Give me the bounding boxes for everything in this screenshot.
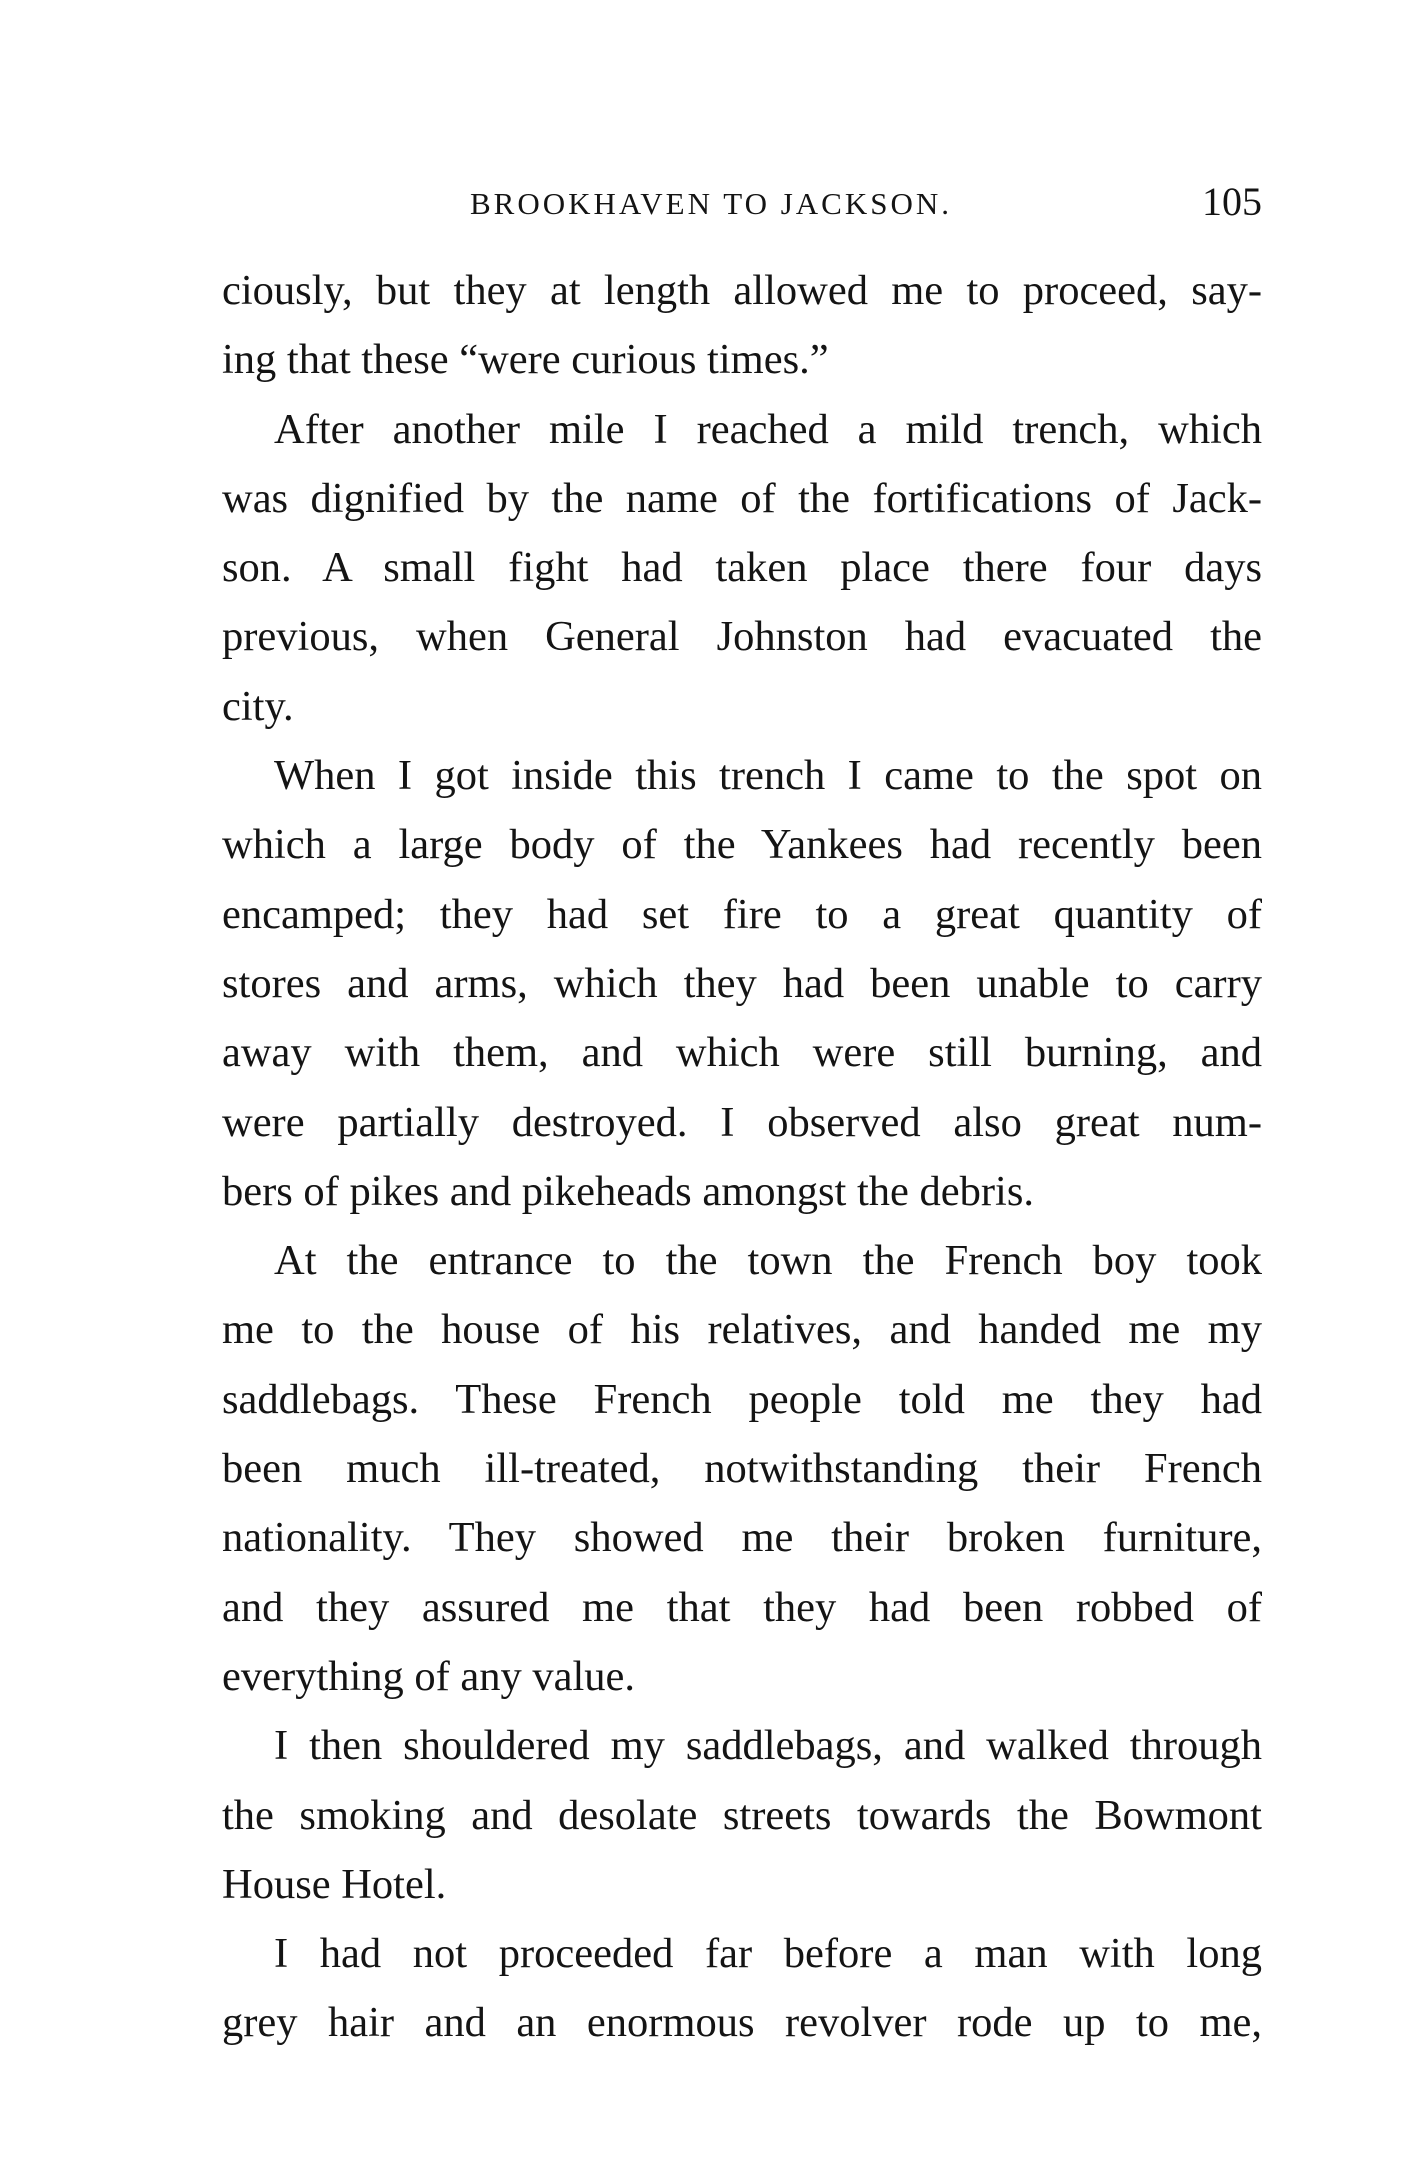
text-line: me to the house of his relatives, and handed me my bbox=[222, 1306, 1262, 1354]
text-line: previous, when General Johnston had evacuated the bbox=[222, 613, 1262, 661]
text-line: bers of pikes and pikeheads amongst the debris. bbox=[222, 1167, 1035, 1215]
text-line: nationality. They showed me their broken furniture, bbox=[222, 1514, 1262, 1562]
paragraph-start-line: I then shouldered my saddlebags, and walked through bbox=[274, 1722, 1262, 1770]
text-line: the smoking and desolate streets towards the Bowmont bbox=[222, 1791, 1262, 1839]
text-line: House Hotel. bbox=[222, 1860, 447, 1908]
page-number: 105 bbox=[1202, 179, 1262, 224]
text-line: away with them, and which were still burning, and bbox=[222, 1029, 1262, 1077]
paragraph-start-line: When I got inside this trench I came to the spot on bbox=[274, 752, 1262, 800]
text-line: everything of any value. bbox=[222, 1652, 636, 1700]
text-line: were partially destroyed. I observed also great num- bbox=[222, 1098, 1262, 1146]
text-line: which a large body of the Yankees had recently been bbox=[222, 821, 1262, 869]
running-title: BROOKHAVEN TO JACKSON. bbox=[470, 186, 952, 221]
text-line: stores and arms, which they had been unable to carry bbox=[222, 959, 1262, 1007]
text-line: been much ill-treated, notwithstanding their French bbox=[222, 1445, 1262, 1493]
text-line: ciously, but they at length allowed me to proceed, say- bbox=[222, 267, 1262, 314]
text-line: saddlebags. These French people told me they had bbox=[222, 1375, 1262, 1423]
text-line: encamped; they had set fire to a great quantity of bbox=[222, 890, 1262, 938]
paragraph-start-line: After another mile I reached a mild trench, which bbox=[274, 405, 1262, 453]
paragraph-start-line: I had not proceeded far before a man with long bbox=[274, 1930, 1262, 1978]
text-line: was dignified by the name of the fortifications of Jack- bbox=[222, 474, 1262, 522]
text-line: grey hair and an enormous revolver rode up to me, bbox=[222, 1999, 1262, 2047]
text-line: ing that these “were curious times.” bbox=[222, 336, 829, 384]
text-line: and they assured me that they had been robbed of bbox=[222, 1583, 1262, 1631]
text-line: city. bbox=[222, 682, 294, 730]
paragraph-start-line: At the entrance to the town the French boy took bbox=[274, 1237, 1262, 1285]
body-text bbox=[222, 256, 1262, 2058]
running-head bbox=[222, 178, 1262, 234]
text-line: son. A small fight had taken place there four days bbox=[222, 544, 1262, 592]
